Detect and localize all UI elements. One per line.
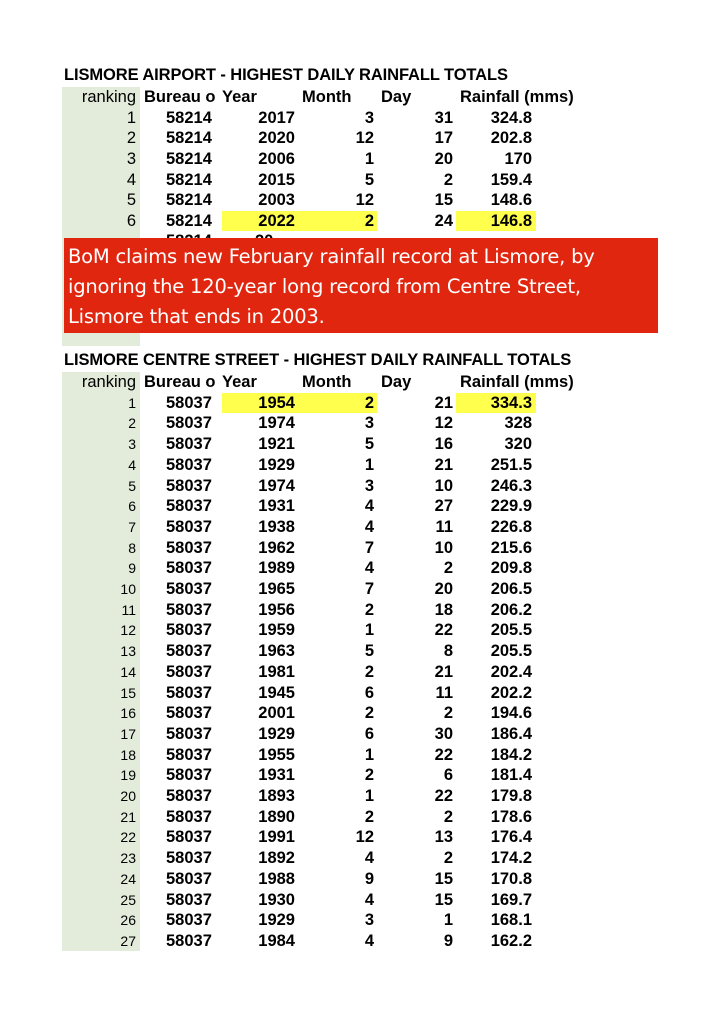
cell-rainfall: 169.7 bbox=[490, 890, 532, 909]
centre-table-title: LISMORE CENTRE STREET - HIGHEST DAILY RAINFALL TOTALS bbox=[64, 351, 572, 369]
cell-rainfall: 146.8 bbox=[490, 211, 532, 230]
cell-day: 2 bbox=[443, 559, 453, 578]
cell-bureau: 58037 bbox=[166, 704, 212, 723]
cell-bureau: 58037 bbox=[166, 455, 212, 474]
table-row bbox=[0, 910, 724, 931]
cell-month: 12 bbox=[355, 129, 374, 148]
cell-bureau: 58214 bbox=[166, 149, 212, 168]
cell-month: 1 bbox=[364, 787, 374, 805]
table-row bbox=[0, 558, 724, 579]
header-rainfall: Rainfall (mms) bbox=[460, 88, 574, 106]
cell-year: 1956 bbox=[258, 600, 295, 619]
airport-table-title: LISMORE AIRPORT - HIGHEST DAILY RAINFALL TOTALS bbox=[64, 66, 508, 84]
table-row bbox=[0, 211, 724, 232]
cell-ranking: 19 bbox=[120, 767, 136, 784]
cell-day: 27 bbox=[434, 497, 453, 516]
cell-day: 11 bbox=[435, 683, 453, 702]
cell-rainfall: 170.8 bbox=[490, 869, 532, 888]
cell-ranking: 21 bbox=[120, 808, 136, 825]
cell-month: 1 bbox=[364, 455, 374, 474]
table-row bbox=[0, 149, 724, 170]
banner-line-3: Lismore that ends in 2003. bbox=[68, 305, 325, 328]
table-row bbox=[0, 724, 724, 745]
cell-month: 1 bbox=[364, 149, 374, 168]
cell-ranking: 20 bbox=[120, 788, 136, 804]
cell-ranking: 4 bbox=[128, 456, 136, 473]
cell-year: 1963 bbox=[258, 642, 295, 661]
cell-bureau: 58037 bbox=[166, 476, 212, 495]
cell-ranking: 5 bbox=[128, 477, 136, 494]
airport-row-7-partially-hidden bbox=[0, 231, 724, 237]
cell-bureau: 58037 bbox=[166, 766, 212, 785]
cell-day: 15 bbox=[434, 869, 453, 888]
cell-year: 1991 bbox=[258, 828, 295, 847]
header-year: Year bbox=[222, 88, 257, 106]
cell-ranking: 10 bbox=[120, 581, 136, 597]
cell-ranking: 16 bbox=[120, 705, 136, 722]
table-row bbox=[0, 600, 724, 621]
cell-year: 1893 bbox=[258, 787, 295, 805]
cell-month: 2 bbox=[364, 600, 374, 619]
table-row bbox=[0, 620, 724, 641]
cell-day: 22 bbox=[434, 787, 453, 805]
cell-year: 1892 bbox=[258, 849, 295, 868]
table-row bbox=[0, 765, 724, 786]
cell-month: 3 bbox=[364, 476, 374, 495]
cell-bureau: 58037 bbox=[166, 849, 212, 868]
cell-month: 7 bbox=[364, 538, 374, 557]
cell-day: 13 bbox=[434, 828, 453, 847]
table-row bbox=[0, 413, 724, 434]
cell-bureau: 58037 bbox=[166, 787, 212, 805]
table-row bbox=[0, 434, 724, 455]
table-row bbox=[0, 890, 724, 911]
cell-rainfall: 202.8 bbox=[490, 129, 532, 148]
cell-bureau: 58037 bbox=[166, 393, 212, 412]
cell-bureau: 58037 bbox=[166, 435, 212, 454]
cell-ranking: 3 bbox=[126, 149, 136, 168]
header-rainfall: Rainfall (mms) bbox=[460, 373, 574, 391]
cell-month: 4 bbox=[364, 497, 374, 516]
cell-ranking: 18 bbox=[120, 746, 136, 763]
cell-rainfall: 159.4 bbox=[490, 170, 532, 189]
table-row bbox=[0, 869, 724, 890]
cell-day: 2 bbox=[443, 849, 453, 868]
cell-ranking: 2 bbox=[126, 129, 136, 148]
cell-month: 2 bbox=[364, 393, 374, 412]
cell-rainfall: 186.4 bbox=[490, 724, 532, 743]
cell-ranking: 5 bbox=[126, 191, 136, 210]
cell-month: 4 bbox=[364, 559, 374, 578]
cell-year: 1954 bbox=[258, 393, 295, 412]
cell-day: 24 bbox=[434, 211, 453, 230]
table-row bbox=[0, 848, 724, 869]
cell-bureau: 58037 bbox=[166, 869, 212, 888]
cell-month: 4 bbox=[364, 517, 374, 536]
cell-bureau: 58037 bbox=[166, 517, 212, 536]
table-row bbox=[0, 807, 724, 828]
cell-rainfall: 229.9 bbox=[490, 497, 532, 516]
cell-year: 2003 bbox=[258, 191, 295, 210]
cell-day: 15 bbox=[434, 890, 453, 909]
cell-month: 3 bbox=[364, 911, 374, 930]
cell-year: 2006 bbox=[258, 149, 295, 168]
cell-month: 2 bbox=[364, 766, 374, 785]
cell-bureau: 58037 bbox=[166, 559, 212, 578]
cell-day: 11 bbox=[435, 517, 453, 536]
table-row bbox=[0, 517, 724, 538]
cell-day: 17 bbox=[434, 129, 453, 148]
cell-bureau: 58037 bbox=[166, 931, 212, 950]
cell-ranking: 12 bbox=[120, 622, 136, 639]
banner-line-1: BoM claims new February rainfall record at Lismore, by bbox=[68, 245, 595, 268]
centre-header-row bbox=[0, 372, 724, 393]
cell-month: 7 bbox=[364, 580, 374, 598]
cell-ranking: 6 bbox=[128, 498, 136, 515]
cell-rainfall: 334.3 bbox=[490, 393, 532, 412]
cell-rainfall: 176.4 bbox=[490, 828, 532, 847]
cell-bureau: 58214 bbox=[166, 108, 212, 127]
cell-day: 22 bbox=[434, 621, 453, 640]
cell-ranking: 6 bbox=[126, 211, 136, 230]
cell-bureau: 58037 bbox=[166, 911, 212, 930]
cell-year: 1938 bbox=[258, 517, 295, 536]
cell-month: 5 bbox=[364, 170, 374, 189]
cell-day: 2 bbox=[443, 170, 453, 189]
cell-ranking: 1 bbox=[128, 394, 136, 411]
cell-bureau: 58037 bbox=[166, 600, 212, 619]
cell-ranking: 8 bbox=[128, 539, 136, 556]
cell-rainfall: 205.5 bbox=[490, 642, 532, 661]
cell-rainfall: 168.1 bbox=[490, 911, 532, 930]
table-row bbox=[0, 496, 724, 517]
cell-bureau: 58037 bbox=[166, 745, 212, 764]
cell-rainfall: 148.6 bbox=[490, 191, 532, 210]
cell-year: 2020 bbox=[258, 129, 295, 148]
cell-month: 5 bbox=[364, 642, 374, 661]
cell-year: 2015 bbox=[258, 170, 295, 189]
cell-rainfall: 206.2 bbox=[490, 600, 532, 619]
table-row bbox=[0, 393, 724, 414]
cell-year: 1931 bbox=[258, 766, 295, 785]
cell-day: 21 bbox=[434, 455, 453, 474]
cell-year: 1955 bbox=[258, 745, 295, 764]
cell-ranking: 1 bbox=[126, 108, 136, 127]
cell-day: 8 bbox=[443, 642, 453, 661]
cell-year: 1929 bbox=[258, 911, 295, 930]
cell-day: 10 bbox=[434, 476, 453, 495]
cell-ranking: 7 bbox=[128, 518, 136, 535]
cell-day: 22 bbox=[434, 745, 453, 764]
cell-rainfall: 170 bbox=[504, 149, 532, 168]
table-row bbox=[0, 786, 724, 807]
table-row bbox=[0, 662, 724, 683]
cell-bureau: 58037 bbox=[166, 538, 212, 557]
cell-bureau: 58037 bbox=[166, 414, 212, 433]
banner-line-2: ignoring the 120-year long record from Centre Street, bbox=[68, 275, 581, 298]
cell-month: 2 bbox=[364, 704, 374, 723]
cell-year: 1988 bbox=[258, 869, 295, 888]
cell-rainfall: 179.8 bbox=[490, 787, 532, 805]
table-row bbox=[0, 455, 724, 476]
cell-bureau: 58214 bbox=[166, 191, 212, 210]
cell-rainfall: 162.2 bbox=[490, 931, 532, 950]
cell-ranking: 26 bbox=[120, 912, 136, 929]
cell-ranking: 9 bbox=[128, 560, 136, 577]
cell-year: 1974 bbox=[258, 414, 295, 433]
table-row bbox=[0, 538, 724, 559]
header-ranking: ranking bbox=[81, 88, 136, 106]
cell-rainfall: 206.5 bbox=[490, 580, 532, 598]
cell-day: 1 bbox=[443, 911, 453, 930]
cell-year: 1965 bbox=[258, 580, 295, 598]
cell-year: 1929 bbox=[258, 455, 295, 474]
cell-ranking: 25 bbox=[120, 891, 136, 908]
table-row bbox=[0, 641, 724, 662]
cell-month: 4 bbox=[364, 849, 374, 868]
cell-bureau: 58037 bbox=[166, 890, 212, 909]
cell-month: 12 bbox=[355, 191, 374, 210]
cell-day: 9 bbox=[443, 931, 453, 950]
table-row bbox=[0, 579, 724, 600]
header-day: Day bbox=[381, 373, 412, 391]
cell-year: 1989 bbox=[258, 559, 295, 578]
cell-year: 2001 bbox=[258, 704, 295, 723]
cell-rainfall: 328 bbox=[504, 414, 532, 433]
cell-rainfall: 209.8 bbox=[490, 559, 532, 578]
cell-bureau: 58037 bbox=[166, 724, 212, 743]
cell-month: 3 bbox=[364, 414, 374, 433]
airport-header-row bbox=[0, 87, 724, 108]
red-annotation-banner bbox=[64, 238, 658, 333]
cell-month: 2 bbox=[364, 211, 374, 230]
cell-month: 3 bbox=[364, 108, 374, 127]
cell-ranking: 22 bbox=[120, 829, 136, 846]
table-row bbox=[0, 108, 724, 129]
cell-day: 20 bbox=[434, 580, 453, 598]
table-row bbox=[0, 476, 724, 497]
table-row bbox=[0, 170, 724, 191]
cell-day: 16 bbox=[434, 435, 453, 454]
cell-bureau: 58214 bbox=[166, 211, 212, 230]
cell-rainfall: 324.8 bbox=[490, 108, 532, 127]
cell-year: 2017 bbox=[258, 108, 295, 127]
cell-day: 2 bbox=[443, 704, 453, 723]
cell-month: 9 bbox=[364, 869, 374, 888]
cell-rainfall: 246.3 bbox=[490, 476, 532, 495]
cell-year: 1921 bbox=[258, 435, 295, 454]
cell-rainfall: 320 bbox=[504, 435, 532, 454]
cell-rainfall: 194.6 bbox=[490, 704, 532, 723]
cell-year: 1984 bbox=[258, 931, 295, 950]
cell-ranking: 14 bbox=[120, 663, 136, 680]
header-bureau: Bureau o bbox=[144, 88, 216, 106]
cell-day: 2 bbox=[443, 807, 453, 826]
cell-month: 1 bbox=[364, 745, 374, 764]
cell-rainfall: 215.6 bbox=[490, 538, 532, 557]
cell-month: 6 bbox=[364, 724, 374, 743]
cell-rainfall: 184.2 bbox=[490, 745, 532, 764]
cell-ranking: 23 bbox=[120, 850, 136, 867]
cell-year: 1930 bbox=[258, 890, 295, 909]
cell-month: 4 bbox=[364, 890, 374, 909]
cell-year: 1959 bbox=[258, 621, 295, 640]
header-ranking: ranking bbox=[81, 373, 136, 391]
cell-month: 6 bbox=[364, 683, 374, 702]
cell-day: 30 bbox=[434, 724, 453, 743]
cell-bureau: 58214 bbox=[166, 170, 212, 189]
table-row bbox=[0, 128, 724, 149]
cell-rainfall: 178.6 bbox=[490, 807, 532, 826]
cell-year: 1890 bbox=[258, 807, 295, 826]
cell-ranking: 17 bbox=[120, 725, 136, 742]
cell-day: 20 bbox=[434, 149, 453, 168]
cell-month: 2 bbox=[364, 662, 374, 681]
cell-bureau: 58037 bbox=[166, 683, 212, 702]
header-day: Day bbox=[381, 88, 412, 106]
cell-day: 31 bbox=[434, 108, 453, 127]
cell-year: 1945 bbox=[258, 683, 295, 702]
table-row bbox=[0, 745, 724, 766]
cell-rainfall: 174.2 bbox=[490, 849, 532, 868]
cell-day: 6 bbox=[443, 766, 453, 785]
cell-year: 1981 bbox=[258, 662, 295, 681]
cell-day: 21 bbox=[434, 393, 453, 412]
cell-year: 2022 bbox=[258, 211, 295, 230]
cell-rainfall: 251.5 bbox=[490, 455, 532, 474]
table-row bbox=[0, 683, 724, 704]
cell-rainfall: 226.8 bbox=[490, 517, 532, 536]
cell-year: 1931 bbox=[258, 497, 295, 516]
cell-rainfall: 205.5 bbox=[490, 621, 532, 640]
header-month: Month bbox=[302, 373, 352, 391]
header-month: Month bbox=[302, 88, 352, 106]
cell-ranking: 11 bbox=[121, 601, 136, 618]
cell-bureau: 58037 bbox=[166, 621, 212, 640]
cell-month: 12 bbox=[355, 828, 374, 847]
cell-bureau: 58037 bbox=[166, 497, 212, 516]
cell-day: 18 bbox=[434, 600, 453, 619]
cell-rainfall: 202.4 bbox=[490, 662, 532, 681]
cell-year: 1929 bbox=[258, 724, 295, 743]
cell-month: 5 bbox=[364, 435, 374, 454]
table-row bbox=[0, 931, 724, 952]
cell-bureau: 58037 bbox=[166, 807, 212, 826]
cell-ranking: 27 bbox=[120, 932, 136, 949]
cell-day: 15 bbox=[434, 191, 453, 210]
cell-ranking: 24 bbox=[120, 870, 136, 887]
cell-ranking: 4 bbox=[126, 170, 136, 189]
cell-bureau: 58037 bbox=[166, 580, 212, 598]
table-row bbox=[0, 827, 724, 848]
cell-ranking: 13 bbox=[120, 643, 136, 660]
cell-rainfall: 181.4 bbox=[490, 766, 532, 785]
cell-bureau: 58037 bbox=[166, 662, 212, 681]
cell-day: 21 bbox=[434, 662, 453, 681]
table-row bbox=[0, 190, 724, 211]
cell-ranking: 3 bbox=[128, 436, 136, 453]
cell-month: 2 bbox=[364, 807, 374, 826]
table-row bbox=[0, 703, 724, 724]
cell-day: 10 bbox=[434, 538, 453, 557]
cell-bureau: 58037 bbox=[166, 828, 212, 847]
header-bureau: Bureau o bbox=[144, 373, 216, 391]
cell-rainfall: 202.2 bbox=[490, 683, 532, 702]
cell-bureau: 58037 bbox=[166, 642, 212, 661]
cell-ranking: 15 bbox=[120, 684, 136, 701]
cell-year: 1974 bbox=[258, 476, 295, 495]
header-year: Year bbox=[222, 373, 257, 391]
cell-year: 1962 bbox=[258, 538, 295, 557]
cell-ranking: 2 bbox=[128, 415, 136, 432]
cell-month: 4 bbox=[364, 931, 374, 950]
cell-month: 1 bbox=[364, 621, 374, 640]
cell-bureau: 58214 bbox=[166, 129, 212, 148]
cell-day: 12 bbox=[434, 414, 453, 433]
